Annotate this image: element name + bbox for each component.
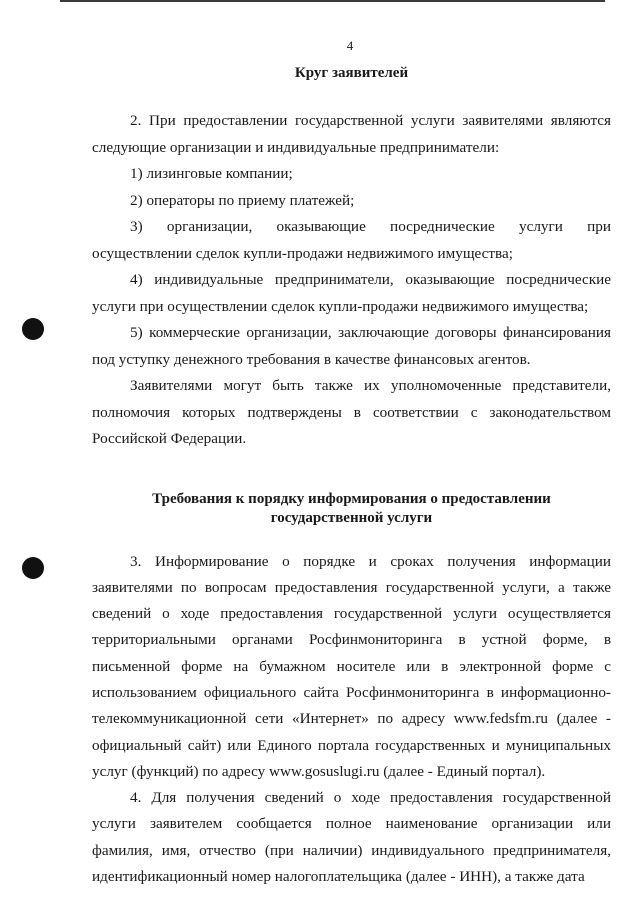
section-title-informing-line1: Требования к порядку информирования о предоставлении: [152, 490, 551, 507]
list-item-1: 1) лизинговые компании;: [130, 165, 293, 182]
punch-hole-upper: [22, 318, 44, 340]
list-item-3: 3) организации, оказывающие посреднические услуги при осуществлении сделок купли-продажи недвижимого имущества;: [92, 218, 611, 262]
page-number: 4: [346, 38, 354, 53]
top-edge-rule: [60, 0, 605, 2]
list-item-5: 5) коммерческие организации, заключающие договоры финансирования под уступку денежного требования в качестве финансовых агентов.: [92, 324, 611, 368]
list-item-2: 2) операторы по приему платежей;: [130, 191, 355, 209]
document-body: [92, 60, 611, 890]
section-title-informing: [92, 490, 611, 528]
paragraph-representatives: Заявителями могут быть также их уполномоченные представители, полномочия которых подтверждены в соответствии с законодательством Российской Федерации.: [92, 377, 611, 447]
list-item-4: 4) индивидуальные предприниматели, оказывающие посреднические услуги при осуществлении сделок купли-продажи недвижимого имущества;: [92, 271, 611, 315]
section-title-applicants: Круг заявителей: [294, 65, 409, 81]
section-title-informing-line2: государственной услуги: [270, 509, 433, 526]
paragraph-3: 3. Информирование о порядке и сроках получения информации заявителями по вопросам предоставления государственной услуги, а также сведений о ходе предоставления государственной услуги осуществляется территориальными органами Росфинмониторинга в устной форме, в письменной форме на бумажном носителе или в электронной форме с использованием официального сайта Росфинмониторинга в информационно-телекоммуникационной сети «Интернет» по адресу www.fedsfm.ru (далее - официальный сайт) или Единого портала государственных и муниципальных услуг (функций) по адресу www.gosuslugi.ru (далее - Единый портал).: [92, 552, 611, 780]
paragraph-4: 4. Для получения сведений о ходе предоставления государственной услуги заявителем сообщается полное наименование организации или фамилия, имя, отчество (при наличии) индивидуального предпринимателя, идентификационный номер налогоплательщика (далее - ИНН), а также дата: [92, 789, 611, 886]
paragraph-2: 2. При предоставлении государственной услуги заявителями являются следующие организации и индивидуальные предприниматели:: [92, 112, 611, 156]
punch-hole-lower: [22, 557, 44, 579]
